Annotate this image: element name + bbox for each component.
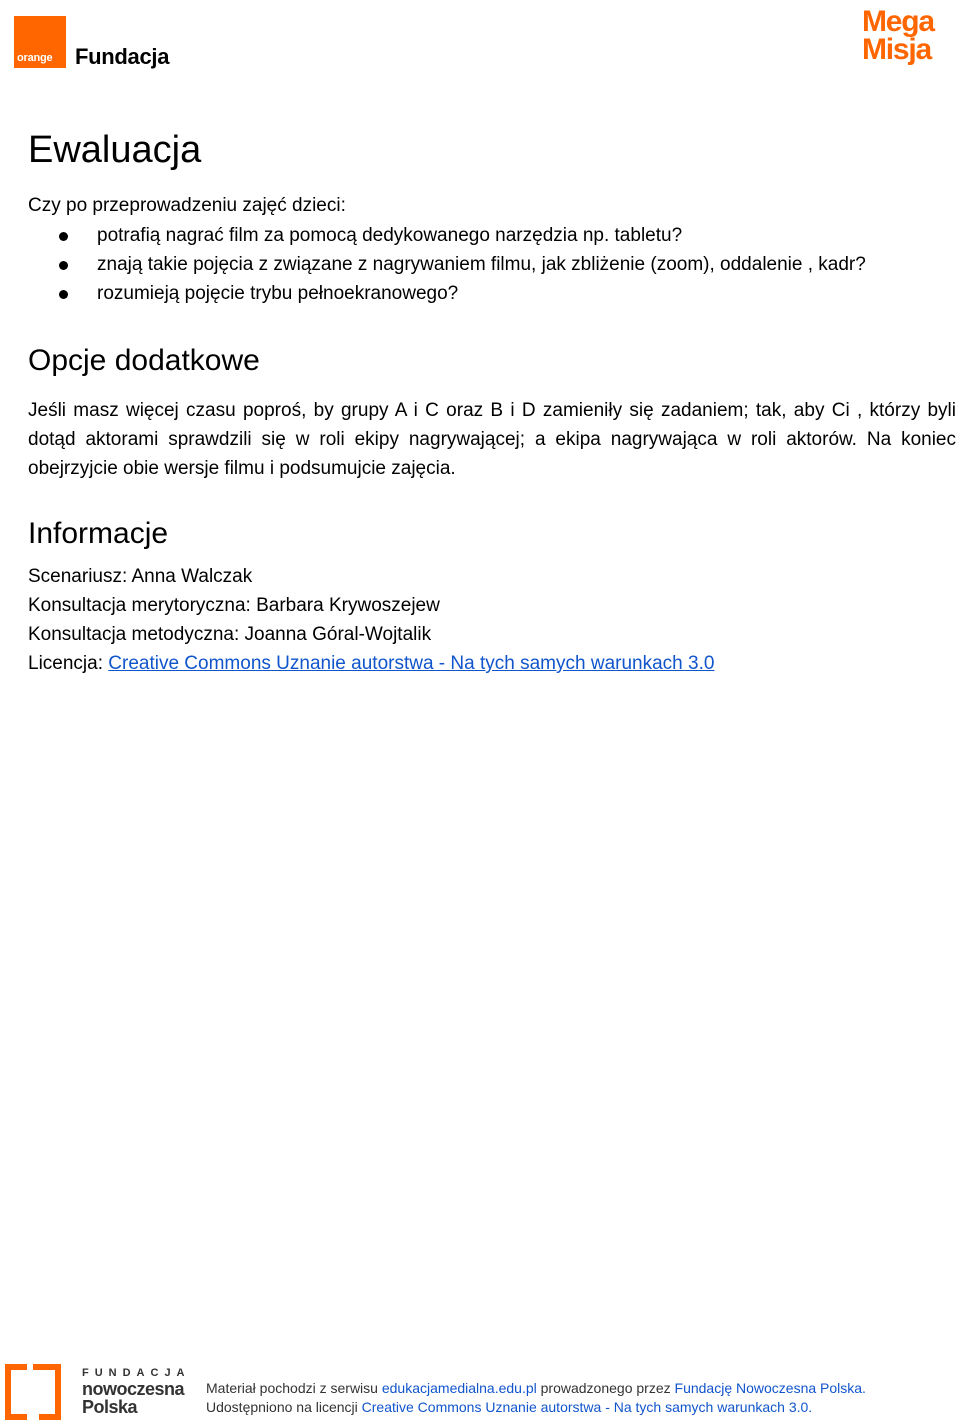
- options-paragraph: Jeśli masz więcej czasu poproś, by grupy A i C oraz B i D zamieniły się zadaniem; tak, aby Ci , którzy byli dotąd aktorami sprawdzili się w roli ekipy nagrywającej; a ekipa nagrywająca w roli aktorów. Na koniec obejrzyjcie obie wersje filmu i podsumujcie zajęcia.: [28, 400, 956, 479]
- section-title-evaluation: Ewaluacja: [28, 129, 202, 171]
- megamisja-logo-line1: Mega: [862, 5, 934, 38]
- orange-logo-text: orange: [17, 52, 53, 64]
- list-item: rozumieją pojęcie trybu pełnoekranowego?: [28, 283, 866, 312]
- list-item: znają takie pojęcia z związane z nagrywaniem filmu, jak zbliżenie (zoom), oddalenie , kadr?: [28, 254, 866, 283]
- bullet-icon: [59, 290, 68, 299]
- footer-credits: [206, 1379, 866, 1417]
- info-lines: [28, 566, 714, 682]
- fundacja-logo-text: Fundacja: [75, 44, 170, 69]
- info-consult-merit: Konsultacja merytoryczna: Barbara Krywoszejew: [28, 595, 440, 616]
- megamisja-logo-line2: Misja: [862, 33, 932, 66]
- megamisja-logo: [862, 5, 952, 66]
- license-label: Licencja:: [28, 653, 109, 674]
- list-item: potrafią nagrać film za pomocą dedykowanego narzędzia np. tabletu?: [28, 225, 866, 254]
- footer-line-1: Materiał pochodzi z serwisu edukacjamedialna.edu.pl prowadzonego przez Fundację Nowoczesna Polska.: [206, 1380, 866, 1396]
- fnp-logo-line3: Polska: [82, 1397, 138, 1417]
- section-title-info: Informacje: [28, 517, 169, 550]
- fnp-bracket-logo-icon: [3, 1362, 63, 1422]
- fnp-logo-line2: nowoczesna: [82, 1379, 185, 1399]
- footer-link-license[interactable]: Creative Commons Uznanie autorstwa - Na tych samych warunkach 3.0.: [361, 1399, 813, 1415]
- fnp-logo-line1: FUNDACJA: [82, 1367, 191, 1379]
- section-title-options: Opcje dodatkowe: [28, 344, 260, 377]
- info-consult-method: Konsultacja metodyczna: Joanna Góral-Wojtalik: [28, 624, 432, 645]
- info-license: [28, 653, 714, 682]
- evaluation-bullet-list: [28, 225, 866, 312]
- bullet-icon: [59, 232, 68, 241]
- license-link[interactable]: Creative Commons Uznanie autorstwa - Na tych samych warunkach 3.0: [108, 653, 715, 674]
- footer-link-site[interactable]: edukacjamedialna.edu.pl: [381, 1380, 537, 1396]
- fnp-logo-text: [82, 1366, 191, 1416]
- orange-logo: [14, 16, 66, 68]
- footer-line-2: Udostępniono na licencji Creative Commons Uznanie autorstwa - Na tych samych warunkach 3.0.: [206, 1399, 813, 1415]
- footer-link-foundation[interactable]: Fundację Nowoczesna Polska.: [674, 1380, 866, 1396]
- info-scenario: Scenariusz: Anna Walczak: [28, 566, 253, 587]
- evaluation-intro: Czy po przeprowadzeniu zajęć dzieci:: [28, 195, 346, 216]
- bullet-icon: [59, 261, 68, 270]
